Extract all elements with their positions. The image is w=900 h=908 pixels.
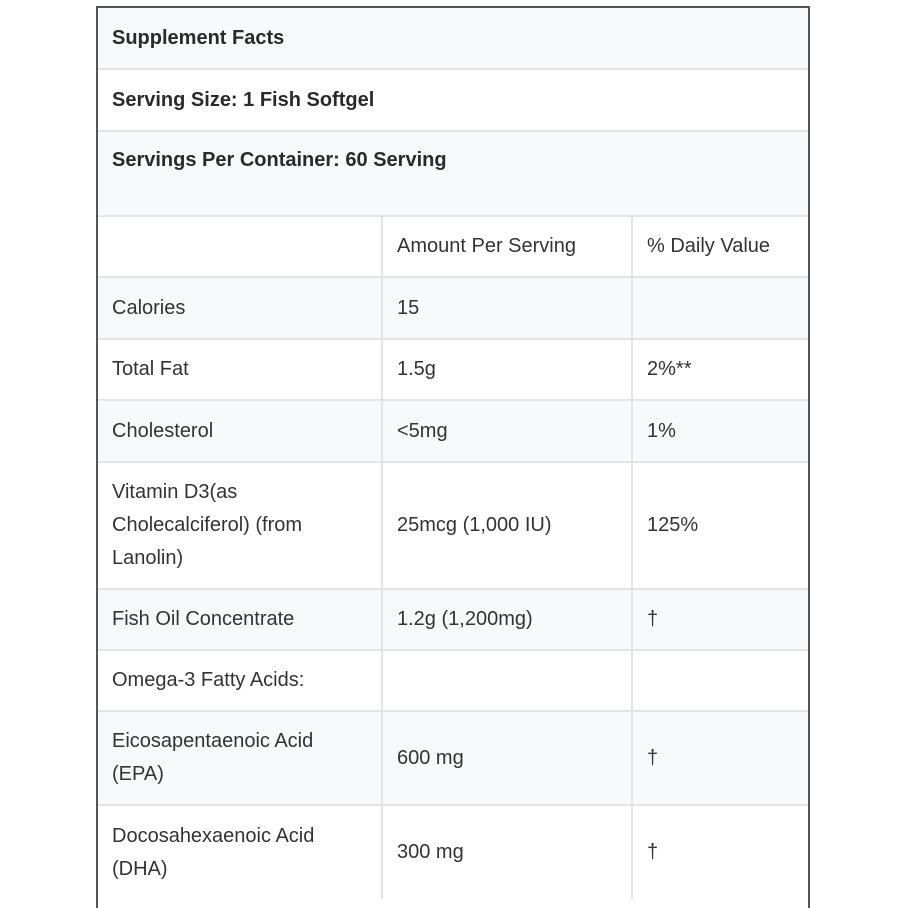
nutrient-amount: 1.2g (1,200mg): [382, 589, 632, 650]
nutrient-amount: 15: [382, 277, 632, 339]
supplement-facts-panel: [96, 6, 810, 908]
nutrient-amount: <5mg: [382, 400, 632, 462]
column-header-amount: Amount Per Serving: [382, 216, 632, 277]
table-title: Supplement Facts: [98, 8, 808, 69]
table-row: [98, 805, 808, 899]
nutrient-name: Vitamin D3(as Cholecalciferol) (from Lanolin): [98, 462, 382, 589]
nutrient-amount: [382, 650, 632, 711]
table-row: [98, 339, 808, 400]
supplement-facts-table: [98, 8, 808, 899]
nutrient-amount: 600 mg: [382, 711, 632, 805]
nutrient-name: Omega-3 Fatty Acids:: [98, 650, 382, 711]
servings-per-container-row: [98, 131, 808, 216]
column-header-row: [98, 216, 808, 277]
nutrient-daily-value: 2%**: [632, 339, 808, 400]
title-row: [98, 8, 808, 69]
nutrient-name: Calories: [98, 277, 382, 339]
nutrient-daily-value: †: [632, 711, 808, 805]
serving-size-row: [98, 69, 808, 131]
nutrient-name: Eicosapentaenoic Acid (EPA): [98, 711, 382, 805]
servings-per-container: Servings Per Container: 60 Serving: [98, 131, 808, 216]
nutrient-amount: 25mcg (1,000 IU): [382, 462, 632, 589]
nutrient-daily-value: †: [632, 589, 808, 650]
nutrient-daily-value: †: [632, 805, 808, 899]
nutrient-name: Cholesterol: [98, 400, 382, 462]
column-header-nutrient: [98, 216, 382, 277]
serving-size: Serving Size: 1 Fish Softgel: [98, 69, 808, 131]
nutrient-daily-value: 125%: [632, 462, 808, 589]
nutrient-daily-value: [632, 650, 808, 711]
nutrient-daily-value: 1%: [632, 400, 808, 462]
nutrient-name: Fish Oil Concentrate: [98, 589, 382, 650]
table-row: [98, 589, 808, 650]
table-row: [98, 400, 808, 462]
table-row: [98, 711, 808, 805]
nutrient-name: Total Fat: [98, 339, 382, 400]
nutrient-name: Docosahexaenoic Acid (DHA): [98, 805, 382, 899]
table-row: [98, 650, 808, 711]
table-row: [98, 462, 808, 589]
nutrient-amount: 300 mg: [382, 805, 632, 899]
column-header-daily-value: % Daily Value: [632, 216, 808, 277]
nutrient-amount: 1.5g: [382, 339, 632, 400]
nutrient-daily-value: [632, 277, 808, 339]
table-row: [98, 277, 808, 339]
